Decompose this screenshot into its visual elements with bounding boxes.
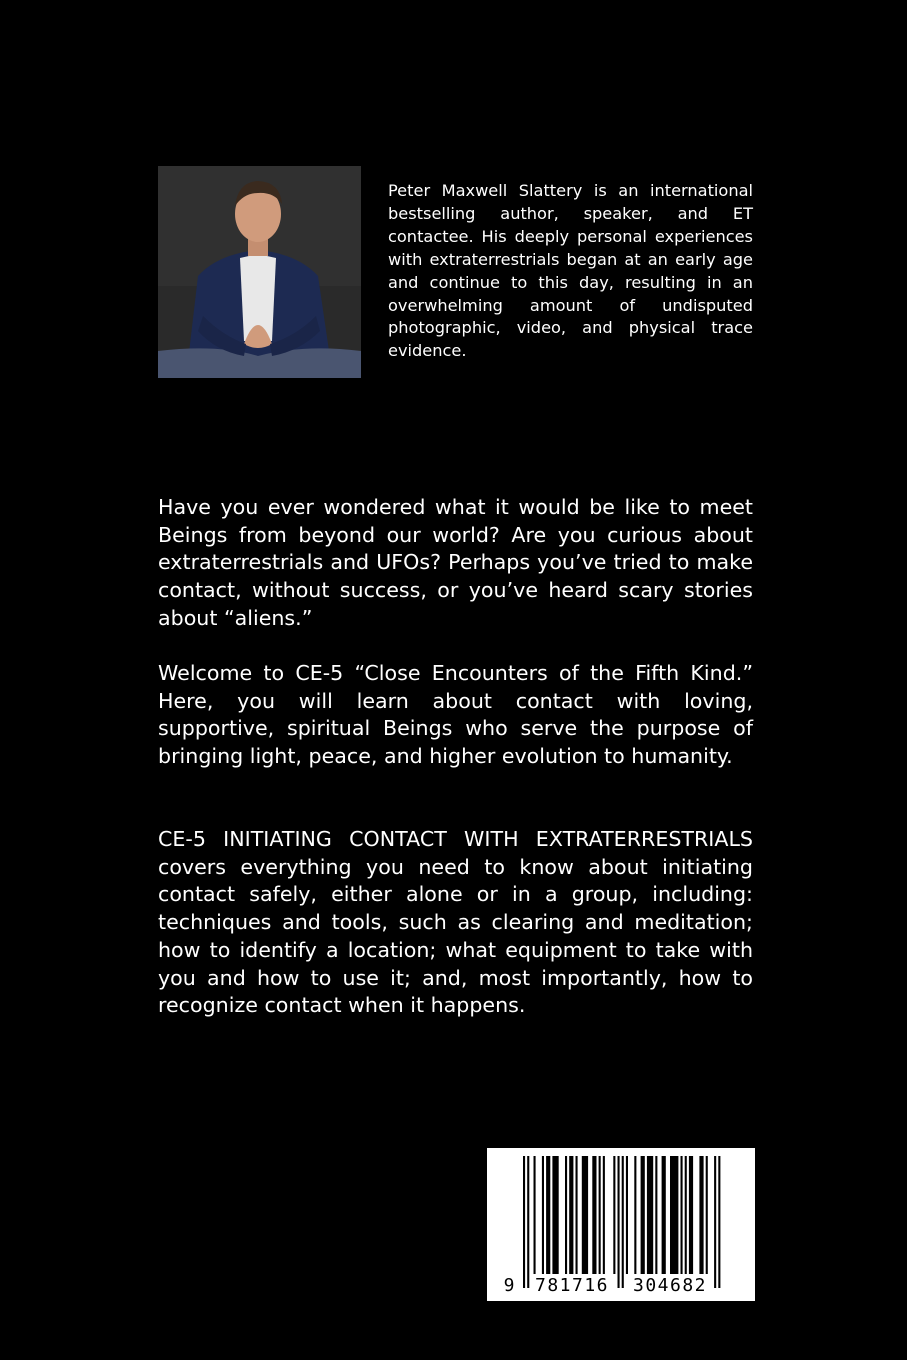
barcode-left-group: 781716 (534, 1275, 610, 1296)
barcode-bars (523, 1156, 720, 1288)
barcode-bar (552, 1156, 558, 1274)
barcode-bar (641, 1156, 645, 1274)
barcode-bar (534, 1156, 536, 1274)
barcode-bar (662, 1156, 666, 1274)
barcode-bar (655, 1156, 657, 1274)
barcode-bar (542, 1156, 544, 1274)
blurb-paragraph-1: Have you ever wondered what it would be like to meet Beings from beyond our world? Are you curious about extraterrestrials and UFOs? Perhaps you’ve tried to make contact, without success, or you’ve heard scary stories about “aliens.” (158, 495, 753, 630)
barcode-bar (599, 1156, 601, 1274)
barcode-bar (706, 1156, 708, 1274)
barcode-bar (565, 1156, 567, 1274)
barcode-bar (718, 1156, 720, 1288)
barcode-bar (527, 1156, 529, 1288)
barcode-bar (626, 1156, 628, 1274)
barcode-bar (603, 1156, 605, 1274)
barcode-bar (714, 1156, 716, 1288)
blurb-paragraph-2: Welcome to CE-5 “Close Encounters of the Fifth Kind.” Here, you will learn about contact with loving, supportive, spiritual Beings who serve the purpose of bringing light, peace, and higher evolution to humanity. (158, 661, 753, 769)
barcode-bar (592, 1156, 596, 1274)
barcode-bar (523, 1156, 525, 1288)
barcode-bar (546, 1156, 550, 1274)
author-photo (158, 166, 361, 378)
author-portrait-icon (158, 166, 361, 378)
blurb-paragraph-3: CE-5 INITIATING CONTACT WITH EXTRATERRESTRIALS covers everything you need to know about initiating contact safely, either alone or in a group, including: techniques and tools, such as clearing and meditation; how to identify a location; what equipment to take with you and how to use it; and, most importantly, how to recognize contact when it happens. (158, 827, 753, 1018)
barcode-bar (622, 1156, 624, 1288)
barcode-bar (582, 1156, 588, 1274)
barcode-icon (487, 1148, 755, 1301)
barcode-first-digit: 9 (503, 1275, 515, 1296)
barcode-right-group: 304682 (632, 1275, 708, 1296)
barcode-bar (681, 1156, 683, 1274)
barcode-bar (670, 1156, 678, 1274)
barcode-bar (576, 1156, 578, 1274)
author-bio: Peter Maxwell Slattery is an international bestselling author, speaker, and ET contactee. His deeply personal experiences with extraterrestrials began at an early age and continue to this day, resulting in an overwhelming amount of undisputed photographic, video, and physical trace evidence. (388, 181, 753, 361)
barcode-bar (699, 1156, 703, 1274)
barcode-bar (685, 1156, 687, 1274)
barcode-bar (618, 1156, 620, 1288)
isbn-barcode (487, 1148, 755, 1301)
barcode-bar (569, 1156, 573, 1274)
barcode-bar (634, 1156, 636, 1274)
barcode-bar (647, 1156, 653, 1274)
barcode-bar (613, 1156, 615, 1274)
barcode-bar (689, 1156, 693, 1274)
